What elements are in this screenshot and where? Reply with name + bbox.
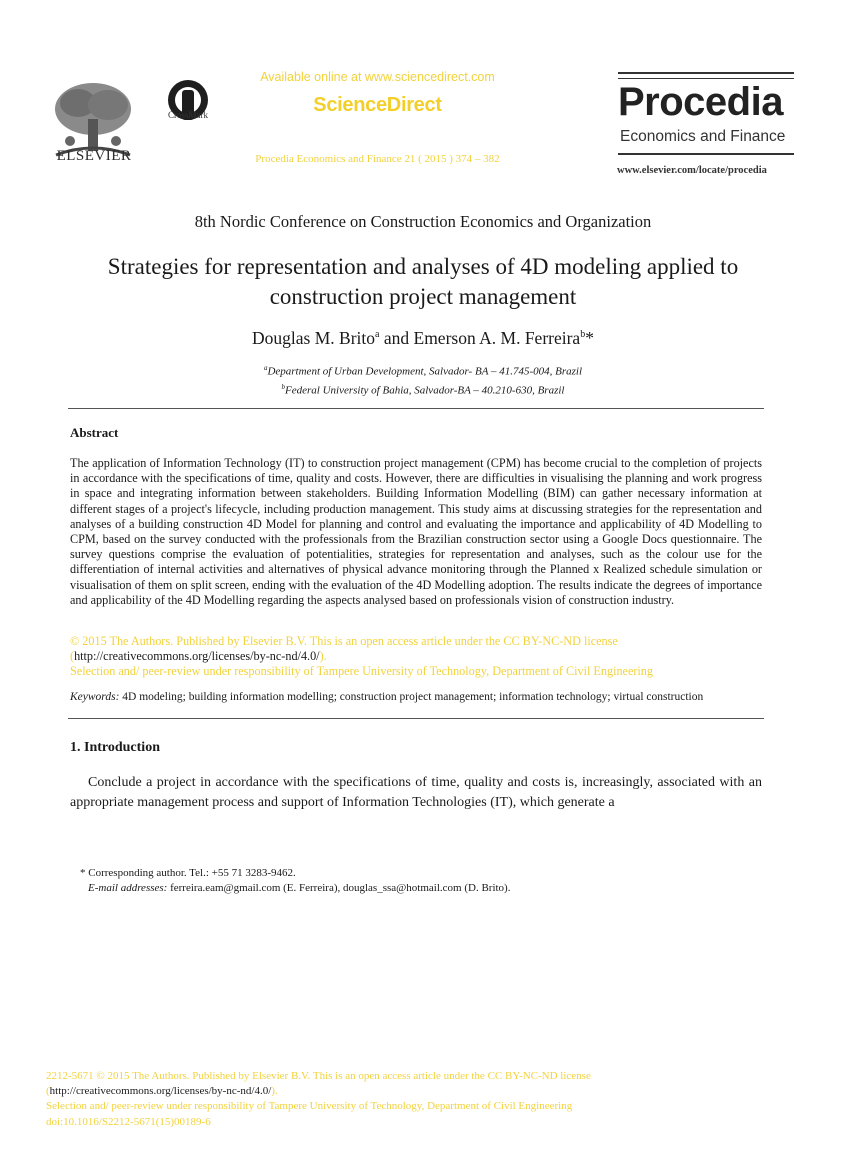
affiliation-b: $^b$Federal University of Bahia, Salvador-BA – 40.210-630, Brazil [281,382,565,397]
paper-title [50,252,796,312]
section-divider [68,718,764,719]
affiliation-a: $^a$Department of Urban Development, Salvador- BA – 41.745-004, Brazil [263,364,583,378]
footnote-phone: * Corresponding author. Tel.: +55 71 3283-9462. [80,867,296,879]
conference-name: 8th Nordic Conference on Construction Economics and Organization [194,212,652,231]
doi[interactable]: doi:10.1016/S2212-5671(15)00189-6 [46,1115,211,1128]
license-statement [70,634,762,680]
copyright-license-link[interactable]: http://creativecommons.org/licenses/by-nc-nd/4.0/ [49,1085,272,1098]
abstract-heading: Abstract [70,425,119,440]
procedia-rule-top [618,72,794,74]
copyright-footer [46,1069,806,1130]
affiliations [0,361,846,398]
author-1-affiliation-mark: a [375,329,380,341]
corresponding-author-mark: * [585,328,594,348]
keywords-list: 4D modeling; building information modelling; construction project management; information technology; virtual construction [119,691,704,703]
procedia-logo: Procedia [618,80,783,124]
procedia-rule-top-thin [618,78,794,79]
paper-title-line1: Strategies for representation and analyses of 4D modeling applied to [107,254,739,279]
copyright-url-line: (http://creativecommons.org/licenses/by-nc-nd/4.0/). [46,1085,278,1098]
procedia-url[interactable]: www.elsevier.com/locate/procedia [617,165,767,176]
author-2-affiliation-mark: b [580,329,586,341]
footnote-emails: E-mail addresses: ferreira.eam@gmail.com (E. Ferreira), douglas_ssa@hotmail.com (D. Brito). [88,882,511,894]
license-url-line: (http://creativecommons.org/licenses/by-nc-nd/4.0/). [70,649,327,664]
journal-reference: Procedia Economics and Finance 21 ( 2015 ) 374 – 382 [255,153,500,165]
copyright-line: 2212-5671 © 2015 The Authors. Published by Elsevier B.V. This is an open access article under the CC BY-NC-ND license [46,1070,591,1082]
license-link[interactable]: http://creativecommons.org/licenses/by-nc-nd/4.0/ [74,649,320,664]
copyright-peer-review: Selection and/ peer-review under responsibility of Tampere University of Technology, Department of Civil Engineering [46,1100,573,1113]
elsevier-wordmark: ELSEVIER [56,148,132,164]
author-2: and Emerson A. M. Ferreira [379,328,581,348]
introduction-text: Conclude a project in accordance with the specifications of time, quality and costs is, increasingly, associated with an appropriate management process and support of Information Technologies (IT), which generate a [70,775,762,810]
peer-review-line: Selection and/ peer-review under responsibility of Tampere University of Technology, Department of Civil Engineering [70,664,653,679]
sciencedirect-logo: ScienceDirect [313,94,442,116]
paper-title-line2: construction project management [269,284,577,309]
section-divider [68,408,764,409]
procedia-subtitle: Economics and Finance [620,128,786,145]
corresponding-author-footnote [80,866,770,896]
abstract-text: The application of Information Technology (IT) to construction project management (CPM) has become crucial to the completion of projects in accordance with the specifications of time, quality and costs. However, there are difficulties in visualising the planning and work progress in space and integrating information between stakeholders. Building Information Modelling (BIM) can gather necessary information at different stages of a project's lifecycle, including production management. This study aims at discussing strategies for the representation and analyses of a building construction 4D Model for planning and control and evaluating the importance and applicability of 4D Modelling to CPM, based on the survey conducted with the professionals from the Brazilian construction sector using a Google Docs questionnaire. The survey questions comprise the evaluation of potentialities, strategies for representation and analyses, such as the colour use for the differentiation of internal activities and alternatives of physical advance monitoring through the Planned x Realized schedule simulation or visualisation of them on split screen, ending with the evaluation of the 4D Modelling adoption. The results indicate the degrees of importance and applicability of the 4D Modelling regarding the aspects analysed based on professionals vision of construction industry. [70,456,762,607]
introduction-heading: 1. Introduction [70,740,160,755]
keywords-label: Keywords: [70,691,120,703]
crossmark-label: CrossMark [168,110,208,120]
crossmark-icon[interactable] [163,70,213,130]
license-line: © 2015 The Authors. Published by Elsevier B.V. This is an open access article under the CC BY-NC-ND license [70,634,618,648]
author-list [0,328,846,349]
author-1: Douglas M. Brito [252,328,376,348]
available-online-text[interactable]: Available online at www.sciencedirect.com [260,70,495,84]
keywords [70,691,762,703]
procedia-rule-bottom [618,153,794,155]
